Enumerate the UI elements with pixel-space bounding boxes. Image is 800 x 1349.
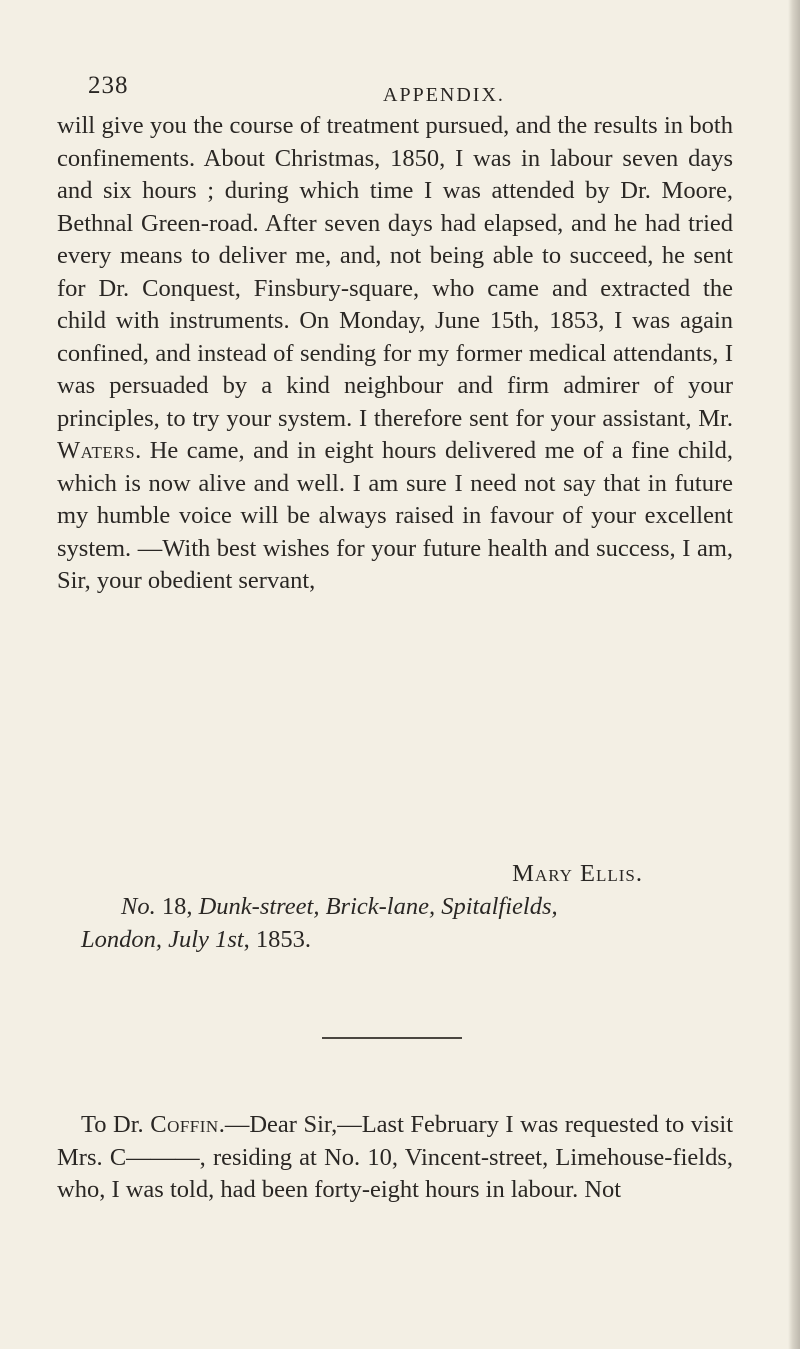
address-no: No. <box>121 893 156 920</box>
name-coffin: Coffin <box>150 1111 219 1138</box>
letter2-text: .—Dear Sir,—Last February I was requested to visit Mrs. C———, residing at No. 10, Vincent-street, Limehouse-fields, who, I was told, had been forty-eight hours in labour. Not <box>57 1111 733 1203</box>
address-year: , 1853. <box>243 925 312 953</box>
address-street: Dunk-street, Brick-lane, Spitalfields, <box>198 893 558 920</box>
letter-body-1 <box>57 110 733 953</box>
name-waters: Waters <box>57 437 136 464</box>
page-edge <box>788 0 800 1349</box>
signature: Mary Ellis. <box>512 860 643 887</box>
address-ordinal: st <box>227 925 244 953</box>
page-number: 238 <box>88 72 129 99</box>
running-head: APPENDIX. <box>383 84 505 106</box>
letter-text-continued: . He came, and in eight hours delivered me of a fine child, which is now alive and well. I am sure I need not say that in future my humble voice will be always raised in favour of your excellent system. —With best wishes for your future health and success, I am, Sir, your obedient servant, <box>57 437 733 594</box>
letter-text: will give you the course of treatment pursued, and the results in both confinements. About Christmas, 1850, I was in labour seven days and six hours ; during which time I was attended by Dr. Moore, Bethnal Green-road. After seven days had elapsed, and he had tried every means to deliver me, and, not being able to succeed, he sent for Dr. Conquest, Finsbury-square, who came and extracted the child with instruments. On Monday, June 15th, 1853, I was again confined, and instead of sending for my former medical attendants, I was persuaded by a kind neighbour and firm admirer of your principles, to try your system. I therefore sent for your assistant, Mr. <box>57 112 733 432</box>
letter-body-2 <box>57 1109 733 1207</box>
address-city-date: London, July 1 <box>81 925 228 953</box>
address <box>57 891 733 956</box>
address-number: 18, <box>161 893 193 920</box>
section-divider <box>322 1037 462 1039</box>
letter2-salutation: To Dr. <box>81 1111 144 1138</box>
